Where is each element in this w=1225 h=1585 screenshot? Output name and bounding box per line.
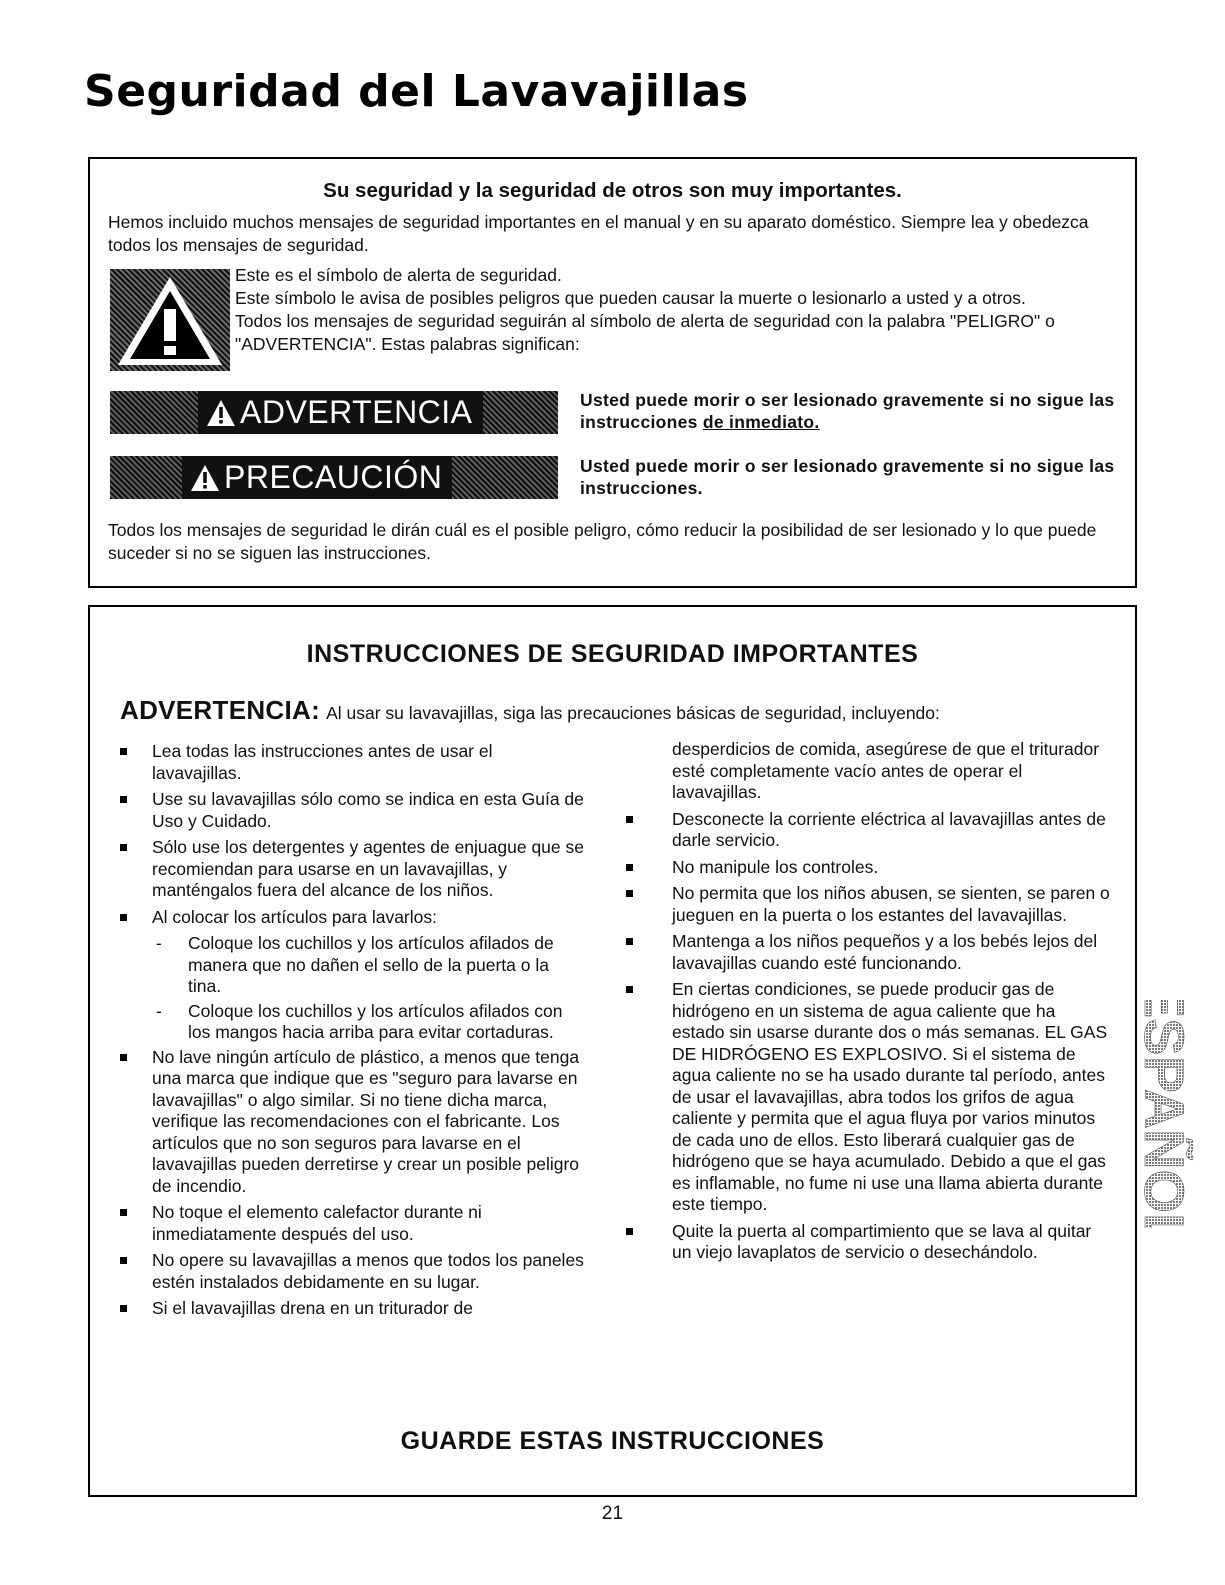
list-item (116, 1202, 586, 1245)
list-item (620, 931, 1110, 974)
caution-word: PRECAUCIÓN (224, 459, 443, 495)
list-item-text: No lave ningún artículo de plástico, a menos que tenga una marca que indique que es "seguro para lavarse en lavavajillas" o algo similar. Si no tiene dicha marca, verifique las recomendaciones con el fabricante. Los artículos que no son seguros para lavarse en el lavavajillas pueden derretirse y crear un posible peligro de incendio. (152, 1046, 580, 1196)
list-item-text: No toque el elemento calefactor durante ni inmediatamente después del uso. (152, 1202, 482, 1244)
list-item-text: desperdicios de comida, asegúrese de que el triturador esté completamente vacío antes de operar el lavavajillas. (672, 739, 1100, 802)
list-item-text: Use su lavavajillas sólo como se indica en esta Guía de Uso y Cuidado. (152, 789, 584, 831)
list-item (116, 741, 586, 784)
list-item-text: Lea todas las instrucciones antes de usar el lavavajillas. (152, 741, 493, 783)
bullet-icon (626, 864, 633, 871)
bullet-icon (120, 1209, 127, 1216)
warning-definition-underlined: de inmediato. (702, 412, 820, 432)
warning-definition-text: Usted puede morir o ser lesionado gravemente si no sigue las instrucciones (580, 390, 1115, 432)
list-item-text: En ciertas condiciones, se puede producir gas de hidrógeno en un sistema de agua caliente que ha estado sin usarse durante dos o más semanas. EL GAS DE HIDRÓGENO ES EXPLOSIVO. Si el sistema de agua caliente no se ha usado durante tal período, antes de usar el lavavajillas, abra todos los grifos de agua caliente y permita que el agua fluya por varios minutos de cada uno de ellos. Esto liberará cualquier gas de hidrógeno que se haya acumulado. Debido a que el gas es inflamable, no fume ni use una llama abierta durante este tiempo. (672, 979, 1108, 1214)
instructions-right-column (620, 739, 1110, 1269)
safety-alert-icon (110, 269, 230, 371)
list-item (620, 883, 1110, 926)
safety-alert-description (235, 264, 1115, 356)
list-item (620, 857, 1110, 879)
list-item-text: Sólo use los detergentes y agentes de enjuague que se recomiendan para usarse en un lavavajillas, y manténgalos fuera del alcance de los niños. (152, 837, 584, 900)
list-item-text: Desconecte la corriente eléctrica al lavavajillas antes de darle servicio. (672, 808, 1106, 850)
alert-line: Este es el símbolo de alerta de seguridad. (235, 265, 562, 285)
list-item-continuation (620, 739, 1110, 804)
warning-word: ADVERTENCIA (240, 394, 473, 430)
list-item (116, 907, 586, 929)
bullet-icon (626, 890, 633, 897)
side-tab-graphic (1127, 1000, 1193, 1228)
instructions-heading: INSTRUCCIONES DE SEGURIDAD IMPORTANTES (306, 640, 919, 668)
alert-triangle-icon (206, 399, 236, 427)
instructions-warning-label: ADVERTENCIA: (120, 695, 321, 725)
sub-list-item (116, 1001, 586, 1044)
caution-definition: Usted puede morir o ser lesionado gravemente si no sigue las instrucciones. (580, 456, 1115, 498)
warning-definition (580, 389, 1120, 433)
bullet-icon (120, 1305, 127, 1312)
list-item (116, 1298, 586, 1320)
sub-list-item (116, 933, 586, 998)
list-item-text: Mantenga a los niños pequeños y a los bebés lejos del lavavajillas cuando esté funcionando. (672, 931, 1098, 973)
bullet-icon (120, 1257, 127, 1264)
list-item (116, 1250, 586, 1293)
important-instructions-box (88, 605, 1137, 1497)
alert-line: Este símbolo le avisa de posibles peligros que pueden causar la muerte o lesionarlo a usted y a otros. (235, 288, 1026, 308)
page-number: 21 (601, 1503, 624, 1524)
list-item-text: Si el lavavajillas drena en un triturador de (152, 1298, 474, 1318)
safety-box-intro: Hemos incluido muchos mensajes de seguridad importantes en el manual y en su aparato doméstico. Siempre lea y obedezca todos los mensajes de seguridad. (108, 212, 1089, 255)
warning-triangle-icon (110, 269, 230, 371)
safety-box-heading: Su seguridad y la seguridad de otros son muy importantes. (323, 179, 902, 202)
list-item-text: Coloque los cuchillos y los artículos afilados con los mangos hacia arriba para evitar cortaduras. (188, 1000, 563, 1042)
list-item (620, 809, 1110, 852)
warning-banner (110, 391, 558, 434)
safety-box-footer: Todos los mensajes de seguridad le dirán cuál es el posible peligro, cómo reducir la posibilidad de ser lesionado y lo que puede suceder si no se siguen las instrucciones. (108, 520, 1097, 563)
list-item-text: No opere su lavavajillas a menos que todos los paneles estén instalados debidamente en su lugar. (152, 1250, 584, 1292)
bullet-icon (120, 796, 127, 803)
bullet-icon (120, 844, 127, 851)
instructions-warning-text: Al usar su lavavajillas, siga las precauciones básicas de seguridad, incluyendo: (326, 703, 940, 723)
list-item (620, 979, 1110, 1216)
list-item (620, 1221, 1110, 1264)
side-tab-text: ESPAÑOL (1133, 1000, 1193, 1228)
bullet-icon (626, 1228, 633, 1235)
alert-triangle-icon (190, 464, 220, 492)
page-title: Seguridad del Lavavajillas (84, 66, 749, 117)
alert-line: Todos los mensajes de seguridad seguirán al símbolo de alerta de seguridad con la palabra "PELIGRO" o "ADVERTENCIA". Estas palabras significan: (235, 311, 1055, 354)
list-item (116, 837, 586, 902)
list-item-text: No permita que los niños abusen, se sienten, se paren o jueguen en la puerta o los estantes del lavavajillas. (672, 883, 1110, 925)
dash-marker: - (156, 1000, 162, 1021)
caution-banner (110, 456, 558, 499)
bullet-icon (120, 1054, 127, 1061)
list-item-text: No manipule los controles. (672, 856, 879, 877)
list-item-text: Al colocar los artículos para lavarlos: (152, 906, 437, 927)
bullet-icon (626, 938, 633, 945)
list-item (116, 1047, 586, 1198)
language-side-tab (1127, 1000, 1193, 1228)
save-instructions-footer: GUARDE ESTAS INSTRUCCIONES (400, 1427, 825, 1455)
list-item (116, 789, 586, 832)
bullet-icon (626, 986, 633, 993)
bullet-icon (120, 914, 127, 921)
dash-marker: - (156, 933, 162, 953)
instructions-left-column (116, 741, 586, 1325)
safety-intro-box (88, 157, 1137, 588)
list-item-text: Coloque los cuchillos y los artículos afilados de manera que no dañen el sello de la puerta o la tina. (188, 933, 554, 996)
instructions-warning (120, 695, 940, 726)
bullet-icon (626, 816, 633, 823)
bullet-icon (120, 748, 127, 755)
list-item-text: Quite la puerta al compartimiento que se lava al quitar un viejo lavaplatos de servicio o desechándolo. (672, 1220, 1092, 1262)
